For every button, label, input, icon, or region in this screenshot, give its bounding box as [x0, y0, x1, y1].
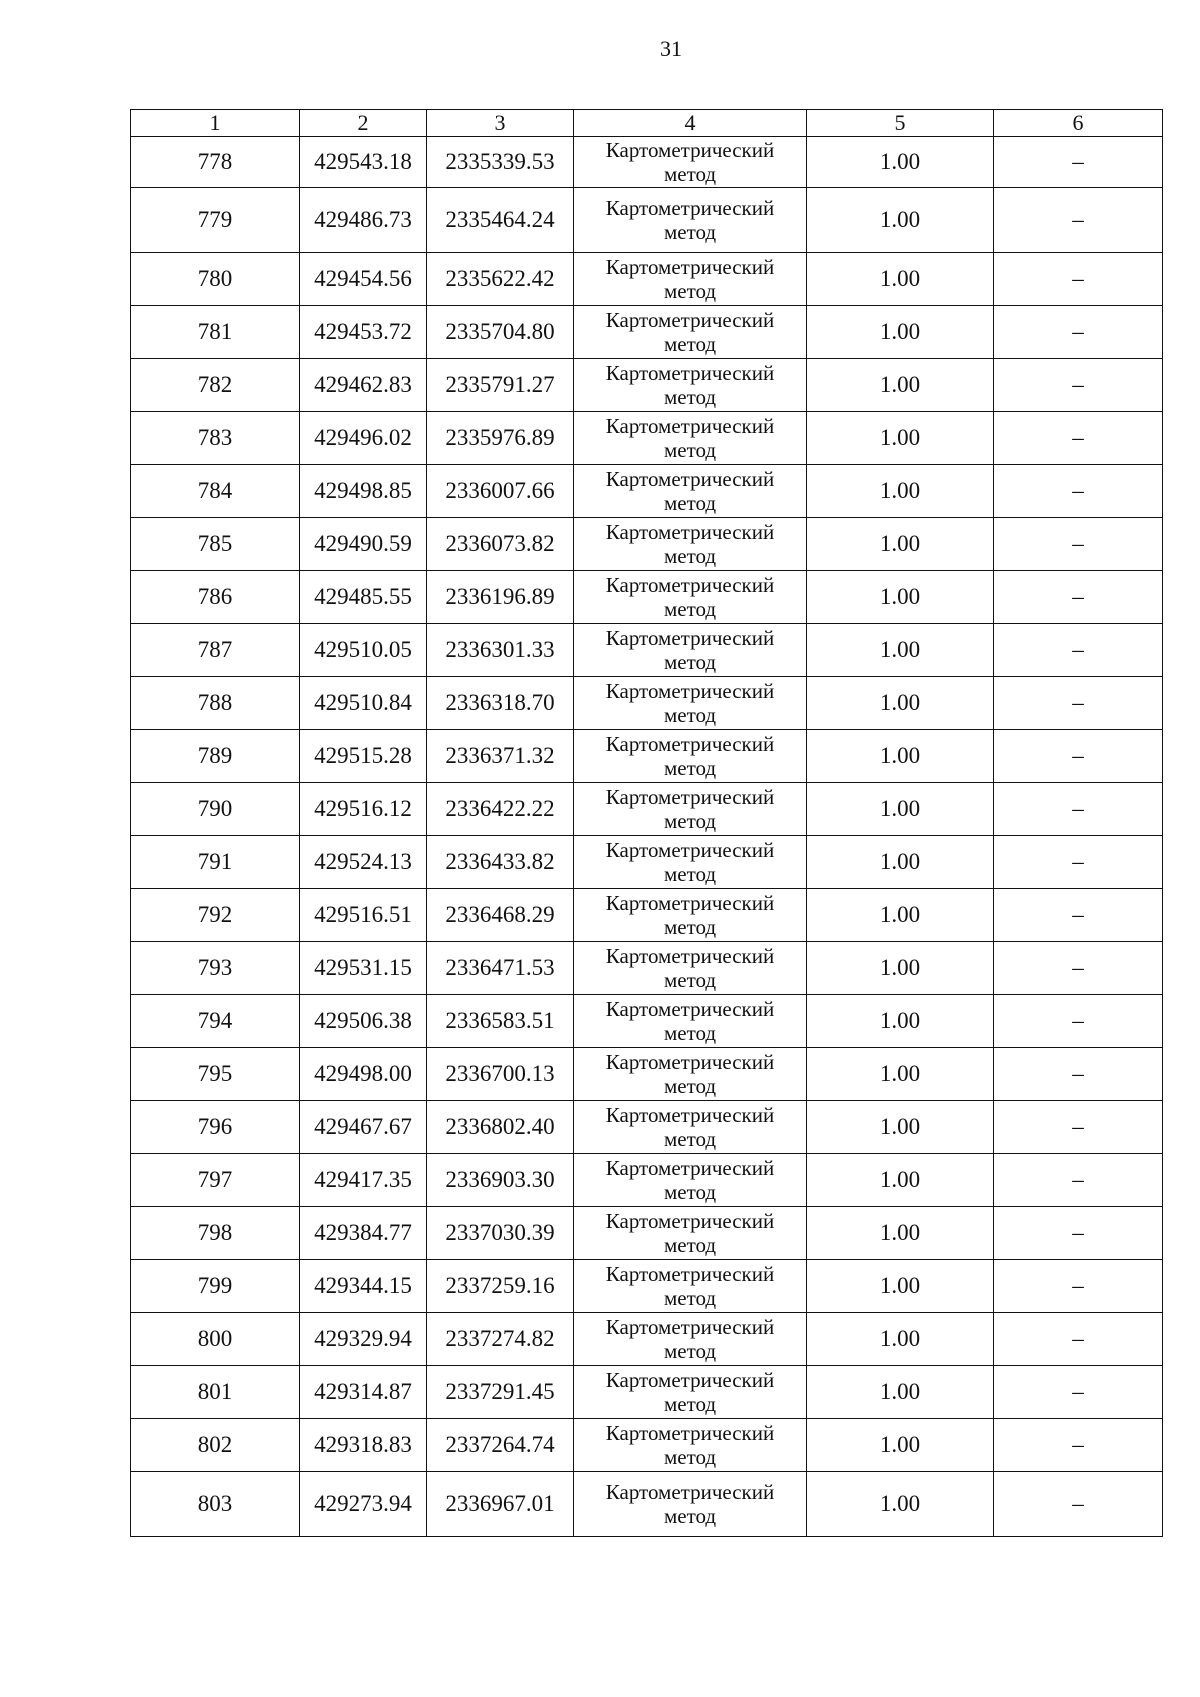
table-row — [131, 137, 1163, 188]
cell-note: – — [994, 836, 1163, 889]
cell-point-number: 779 — [131, 188, 300, 253]
table-row — [131, 942, 1163, 995]
cell-method — [574, 1048, 807, 1101]
cell-method — [574, 1472, 807, 1537]
cell-method — [574, 836, 807, 889]
table-row — [131, 1154, 1163, 1207]
table-row — [131, 1101, 1163, 1154]
header-col-6: 6 — [994, 110, 1163, 137]
cell-method — [574, 677, 807, 730]
cell-accuracy: 1.00 — [807, 137, 994, 188]
method-line-1: Картометрический — [605, 196, 775, 220]
cell-coordinate-x: 429467.67 — [300, 1101, 427, 1154]
cell-point-number: 786 — [131, 571, 300, 624]
cell-accuracy: 1.00 — [807, 1260, 994, 1313]
cell-point-number: 780 — [131, 253, 300, 306]
cell-coordinate-x: 429454.56 — [300, 253, 427, 306]
cell-point-number: 787 — [131, 624, 300, 677]
cell-accuracy: 1.00 — [807, 359, 994, 412]
cell-note: – — [994, 1472, 1163, 1537]
cell-method — [574, 518, 807, 571]
header-col-1: 1 — [131, 110, 300, 137]
method-line-1: Картометрический — [605, 520, 775, 544]
method-line-2: метод — [663, 220, 717, 244]
cell-point-number: 783 — [131, 412, 300, 465]
cell-coordinate-x: 429524.13 — [300, 836, 427, 889]
table-row — [131, 730, 1163, 783]
method-line-1: Картометрический — [605, 414, 775, 438]
cell-accuracy: 1.00 — [807, 1048, 994, 1101]
method-line-1: Картометрический — [605, 1050, 775, 1074]
method-line-1: Картометрический — [605, 1368, 775, 1392]
cell-method — [574, 995, 807, 1048]
cell-coordinate-y: 2335464.24 — [427, 188, 574, 253]
cell-note: – — [994, 1260, 1163, 1313]
header-col-4: 4 — [574, 110, 807, 137]
cell-note: – — [994, 942, 1163, 995]
cell-note: – — [994, 1101, 1163, 1154]
cell-point-number: 800 — [131, 1313, 300, 1366]
cell-coordinate-y: 2336422.22 — [427, 783, 574, 836]
cell-coordinate-y: 2336196.89 — [427, 571, 574, 624]
method-line-1: Картометрический — [605, 732, 775, 756]
method-line-2: метод — [663, 385, 717, 409]
cell-note: – — [994, 188, 1163, 253]
cell-method — [574, 1366, 807, 1419]
cell-note: – — [994, 783, 1163, 836]
table-row — [131, 188, 1163, 253]
cell-coordinate-x: 429498.85 — [300, 465, 427, 518]
cell-accuracy: 1.00 — [807, 518, 994, 571]
method-line-1: Картометрический — [605, 1480, 775, 1504]
cell-coordinate-x: 429516.12 — [300, 783, 427, 836]
header-col-5: 5 — [807, 110, 994, 137]
cell-point-number: 794 — [131, 995, 300, 1048]
method-line-1: Картометрический — [605, 838, 775, 862]
table-row — [131, 1260, 1163, 1313]
cell-coordinate-x: 429515.28 — [300, 730, 427, 783]
method-line-2: метод — [663, 1074, 717, 1098]
cell-coordinate-y: 2336802.40 — [427, 1101, 574, 1154]
method-line-1: Картометрический — [605, 1262, 775, 1286]
table-row — [131, 359, 1163, 412]
method-line-2: метод — [663, 1392, 717, 1416]
cell-coordinate-y: 2336967.01 — [427, 1472, 574, 1537]
cell-note: – — [994, 571, 1163, 624]
cell-method — [574, 889, 807, 942]
method-line-1: Картометрический — [605, 944, 775, 968]
cell-coordinate-y: 2337264.74 — [427, 1419, 574, 1472]
cell-accuracy: 1.00 — [807, 1101, 994, 1154]
method-line-2: метод — [663, 1445, 717, 1469]
cell-coordinate-x: 429516.51 — [300, 889, 427, 942]
cell-coordinate-x: 429498.00 — [300, 1048, 427, 1101]
method-line-2: метод — [663, 968, 717, 992]
method-line-1: Картометрический — [605, 1103, 775, 1127]
cell-method — [574, 412, 807, 465]
cell-accuracy: 1.00 — [807, 571, 994, 624]
cell-point-number: 790 — [131, 783, 300, 836]
cell-coordinate-y: 2336468.29 — [427, 889, 574, 942]
page-number: 31 — [660, 36, 682, 61]
cell-point-number: 785 — [131, 518, 300, 571]
table-row — [131, 1207, 1163, 1260]
cell-accuracy: 1.00 — [807, 730, 994, 783]
cell-coordinate-y: 2335976.89 — [427, 412, 574, 465]
table-body — [131, 137, 1163, 1537]
cell-point-number: 778 — [131, 137, 300, 188]
cell-method — [574, 624, 807, 677]
cell-coordinate-x: 429486.73 — [300, 188, 427, 253]
cell-coordinate-x: 429273.94 — [300, 1472, 427, 1537]
header-row — [131, 110, 1163, 137]
method-line-1: Картометрический — [605, 1209, 775, 1233]
cell-accuracy: 1.00 — [807, 624, 994, 677]
method-line-2: метод — [663, 279, 717, 303]
cell-point-number: 791 — [131, 836, 300, 889]
table-row — [131, 1472, 1163, 1537]
cell-method — [574, 465, 807, 518]
cell-accuracy: 1.00 — [807, 677, 994, 730]
cell-note: – — [994, 624, 1163, 677]
cell-coordinate-y: 2336073.82 — [427, 518, 574, 571]
cell-coordinate-x: 429453.72 — [300, 306, 427, 359]
coordinates-table — [130, 109, 1163, 1537]
table-row — [131, 306, 1163, 359]
cell-point-number: 796 — [131, 1101, 300, 1154]
cell-method — [574, 571, 807, 624]
method-line-2: метод — [663, 703, 717, 727]
table-row — [131, 836, 1163, 889]
cell-coordinate-y: 2336471.53 — [427, 942, 574, 995]
method-line-2: метод — [663, 1021, 717, 1045]
method-line-1: Картометрический — [605, 1315, 775, 1339]
cell-point-number: 789 — [131, 730, 300, 783]
cell-note: – — [994, 306, 1163, 359]
cell-note: – — [994, 465, 1163, 518]
cell-coordinate-y: 2336007.66 — [427, 465, 574, 518]
method-line-2: метод — [663, 162, 717, 186]
cell-coordinate-y: 2336433.82 — [427, 836, 574, 889]
cell-accuracy: 1.00 — [807, 306, 994, 359]
method-line-1: Картометрический — [605, 573, 775, 597]
method-line-2: метод — [663, 491, 717, 515]
cell-coordinate-y: 2337274.82 — [427, 1313, 574, 1366]
method-line-2: метод — [663, 597, 717, 621]
cell-coordinate-y: 2335622.42 — [427, 253, 574, 306]
header-col-2: 2 — [300, 110, 427, 137]
cell-coordinate-y: 2336903.30 — [427, 1154, 574, 1207]
table-row — [131, 677, 1163, 730]
table-row — [131, 253, 1163, 306]
cell-point-number: 782 — [131, 359, 300, 412]
table-row — [131, 465, 1163, 518]
cell-note: – — [994, 1419, 1163, 1472]
table-row — [131, 518, 1163, 571]
cell-note: – — [994, 253, 1163, 306]
method-line-1: Картометрический — [605, 997, 775, 1021]
method-line-2: метод — [663, 862, 717, 886]
cell-point-number: 802 — [131, 1419, 300, 1472]
method-line-2: метод — [663, 1233, 717, 1257]
method-line-2: метод — [663, 544, 717, 568]
method-line-1: Картометрический — [605, 138, 775, 162]
cell-point-number: 793 — [131, 942, 300, 995]
cell-accuracy: 1.00 — [807, 412, 994, 465]
cell-method — [574, 1154, 807, 1207]
cell-method — [574, 137, 807, 188]
cell-coordinate-x: 429506.38 — [300, 995, 427, 1048]
cell-accuracy: 1.00 — [807, 1207, 994, 1260]
cell-note: – — [994, 1154, 1163, 1207]
cell-accuracy: 1.00 — [807, 995, 994, 1048]
table-header — [131, 110, 1163, 137]
table-row — [131, 412, 1163, 465]
cell-coordinate-x: 429462.83 — [300, 359, 427, 412]
cell-coordinate-x: 429543.18 — [300, 137, 427, 188]
cell-coordinate-x: 429490.59 — [300, 518, 427, 571]
cell-method — [574, 942, 807, 995]
table-row — [131, 1366, 1163, 1419]
cell-coordinate-y: 2336700.13 — [427, 1048, 574, 1101]
method-line-1: Картометрический — [605, 785, 775, 809]
cell-accuracy: 1.00 — [807, 942, 994, 995]
method-line-1: Картометрический — [605, 626, 775, 650]
cell-coordinate-x: 429496.02 — [300, 412, 427, 465]
table-row — [131, 624, 1163, 677]
cell-coordinate-y: 2336318.70 — [427, 677, 574, 730]
cell-coordinate-x: 429417.35 — [300, 1154, 427, 1207]
cell-note: – — [994, 889, 1163, 942]
cell-accuracy: 1.00 — [807, 188, 994, 253]
cell-method — [574, 1313, 807, 1366]
cell-coordinate-x: 429510.84 — [300, 677, 427, 730]
method-line-1: Картометрический — [605, 891, 775, 915]
cell-method — [574, 253, 807, 306]
cell-coordinate-x: 429384.77 — [300, 1207, 427, 1260]
method-line-1: Картометрический — [605, 255, 775, 279]
cell-note: – — [994, 1048, 1163, 1101]
cell-accuracy: 1.00 — [807, 889, 994, 942]
method-line-2: метод — [663, 809, 717, 833]
cell-method — [574, 306, 807, 359]
header-col-3: 3 — [427, 110, 574, 137]
cell-point-number: 797 — [131, 1154, 300, 1207]
cell-accuracy: 1.00 — [807, 253, 994, 306]
cell-coordinate-x: 429318.83 — [300, 1419, 427, 1472]
cell-point-number: 799 — [131, 1260, 300, 1313]
table-row — [131, 571, 1163, 624]
cell-coordinate-x: 429314.87 — [300, 1366, 427, 1419]
cell-accuracy: 1.00 — [807, 465, 994, 518]
table-row — [131, 1313, 1163, 1366]
table-row — [131, 889, 1163, 942]
cell-coordinate-x: 429531.15 — [300, 942, 427, 995]
method-line-2: метод — [663, 650, 717, 674]
method-line-2: метод — [663, 332, 717, 356]
cell-coordinate-x: 429510.05 — [300, 624, 427, 677]
table-row — [131, 1048, 1163, 1101]
method-line-2: метод — [663, 1286, 717, 1310]
cell-accuracy: 1.00 — [807, 783, 994, 836]
cell-coordinate-x: 429329.94 — [300, 1313, 427, 1366]
cell-note: – — [994, 1313, 1163, 1366]
cell-method — [574, 1260, 807, 1313]
method-line-2: метод — [663, 1339, 717, 1363]
cell-point-number: 788 — [131, 677, 300, 730]
cell-note: – — [994, 137, 1163, 188]
cell-coordinate-x: 429344.15 — [300, 1260, 427, 1313]
cell-accuracy: 1.00 — [807, 836, 994, 889]
cell-accuracy: 1.00 — [807, 1154, 994, 1207]
cell-point-number: 801 — [131, 1366, 300, 1419]
cell-coordinate-y: 2336301.33 — [427, 624, 574, 677]
method-line-1: Картометрический — [605, 308, 775, 332]
cell-point-number: 792 — [131, 889, 300, 942]
method-line-2: метод — [663, 438, 717, 462]
cell-coordinate-y: 2337291.45 — [427, 1366, 574, 1419]
cell-method — [574, 188, 807, 253]
cell-coordinate-y: 2335704.80 — [427, 306, 574, 359]
cell-accuracy: 1.00 — [807, 1366, 994, 1419]
cell-coordinate-x: 429485.55 — [300, 571, 427, 624]
cell-point-number: 784 — [131, 465, 300, 518]
table-row — [131, 995, 1163, 1048]
cell-note: – — [994, 1207, 1163, 1260]
cell-accuracy: 1.00 — [807, 1472, 994, 1537]
cell-point-number: 781 — [131, 306, 300, 359]
cell-coordinate-y: 2335791.27 — [427, 359, 574, 412]
cell-coordinate-y: 2337030.39 — [427, 1207, 574, 1260]
method-line-1: Картометрический — [605, 361, 775, 385]
cell-coordinate-y: 2336583.51 — [427, 995, 574, 1048]
cell-note: – — [994, 1366, 1163, 1419]
cell-coordinate-y: 2336371.32 — [427, 730, 574, 783]
cell-note: – — [994, 412, 1163, 465]
cell-method — [574, 730, 807, 783]
cell-point-number: 798 — [131, 1207, 300, 1260]
method-line-2: метод — [663, 1180, 717, 1204]
method-line-1: Картометрический — [605, 1421, 775, 1445]
cell-note: – — [994, 995, 1163, 1048]
cell-note: – — [994, 677, 1163, 730]
cell-method — [574, 359, 807, 412]
cell-accuracy: 1.00 — [807, 1419, 994, 1472]
cell-note: – — [994, 359, 1163, 412]
method-line-1: Картометрический — [605, 1156, 775, 1180]
method-line-2: метод — [663, 1504, 717, 1528]
cell-method — [574, 1207, 807, 1260]
cell-method — [574, 1101, 807, 1154]
method-line-2: метод — [663, 1127, 717, 1151]
cell-coordinate-y: 2337259.16 — [427, 1260, 574, 1313]
method-line-1: Картометрический — [605, 679, 775, 703]
cell-method — [574, 783, 807, 836]
cell-accuracy: 1.00 — [807, 1313, 994, 1366]
method-line-2: метод — [663, 756, 717, 780]
cell-point-number: 803 — [131, 1472, 300, 1537]
table-row — [131, 1419, 1163, 1472]
cell-method — [574, 1419, 807, 1472]
table-row — [131, 783, 1163, 836]
method-line-1: Картометрический — [605, 467, 775, 491]
cell-note: – — [994, 730, 1163, 783]
method-line-2: метод — [663, 915, 717, 939]
cell-note: – — [994, 518, 1163, 571]
cell-coordinate-y: 2335339.53 — [427, 137, 574, 188]
cell-point-number: 795 — [131, 1048, 300, 1101]
